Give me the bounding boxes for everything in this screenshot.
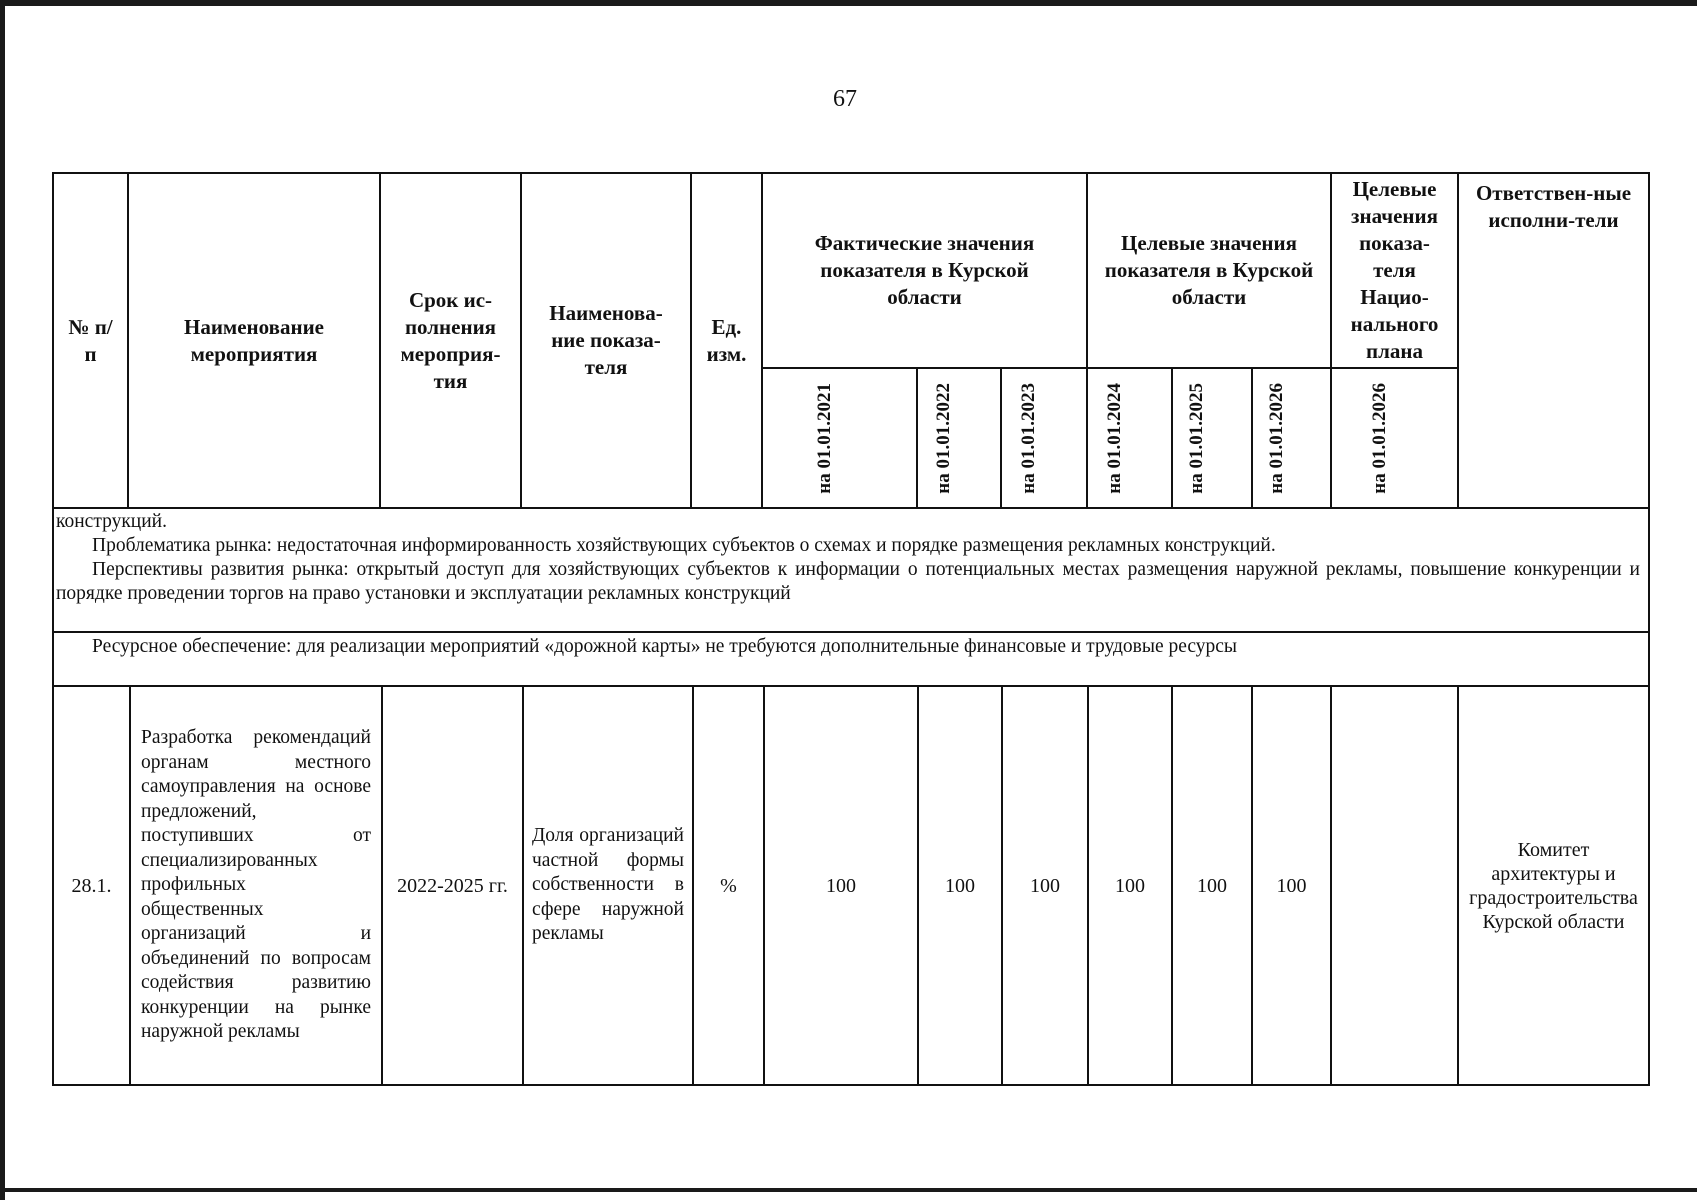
market-prospects-text: Перспективы развития рынка: открытый доступ для хозяйствующих субъектов к информации о потенциальных местах размещения наружной рекламы, повышение конкуренции и порядке проведении торгов на право установки и эксплуатации рекламных конструкций bbox=[56, 559, 1640, 604]
row-deadline-value: 2022-2025 гг. bbox=[397, 874, 508, 897]
value-2022: 100 bbox=[945, 874, 975, 897]
table-border-right bbox=[1648, 172, 1650, 1086]
header-date-2025-target bbox=[1173, 369, 1251, 507]
header-actual-group-label: Фактические значения показателя в Курской области bbox=[814, 231, 1035, 309]
header-bottom-border bbox=[52, 507, 1650, 509]
value-2026: 100 bbox=[1276, 874, 1307, 897]
header-national-group bbox=[1332, 174, 1457, 367]
value-2023: 100 bbox=[1030, 874, 1060, 897]
header-responsible bbox=[1459, 174, 1648, 507]
header-date-2026-target bbox=[1253, 369, 1330, 507]
header-unit bbox=[692, 174, 761, 507]
row-event-text: Разработка рекомендаций органам местного самоуправления на основе предложений, поступивших от специализированных профильных общественных организаций и объединений по вопросам содействия развитию конкуренции на рынке наружной рекламы bbox=[141, 727, 371, 1043]
header-deadline bbox=[381, 174, 520, 507]
row-value-2026 bbox=[1253, 687, 1330, 1084]
date-2026-target: на 01.01.2026 bbox=[1265, 382, 1287, 494]
row-national-value bbox=[1332, 687, 1457, 1084]
header-national-group-label: Целевые значения показа-теля Нацио-нального плана bbox=[1350, 177, 1439, 363]
row-value-2023 bbox=[1003, 687, 1087, 1084]
market-problems-text: Проблематика рынка: недостаточная информированность хозяйствующих субъектов о схемах и порядке размещения рекламных конструкций. bbox=[92, 535, 1276, 556]
header-target-group-label: Целевые значения показателя в Курской области bbox=[1104, 231, 1314, 309]
date-2023-actual: на 01.01.2023 bbox=[1018, 382, 1039, 494]
row-value-2024 bbox=[1089, 687, 1171, 1084]
row-unit bbox=[694, 687, 763, 1084]
header-actual-group bbox=[763, 174, 1086, 367]
date-2026-national: на 01.01.2026 bbox=[1368, 382, 1390, 494]
date-2025-target: на 01.01.2025 bbox=[1186, 382, 1207, 494]
market-description-band bbox=[56, 510, 1640, 606]
row-num-value: 28.1. bbox=[71, 874, 112, 897]
value-2024: 100 bbox=[1115, 874, 1145, 897]
row-event bbox=[131, 687, 381, 1084]
header-target-group bbox=[1088, 174, 1330, 367]
band-continuation-text: конструкций. bbox=[56, 511, 167, 532]
row-value-2022 bbox=[919, 687, 1001, 1084]
row-indicator-text: Доля организаций частной формы собственности в сфере наружной рекламы bbox=[532, 825, 684, 945]
header-indicator bbox=[522, 174, 690, 507]
header-num bbox=[54, 174, 127, 507]
header-event-name-label: Наименование мероприятия bbox=[184, 314, 324, 366]
header-event-name bbox=[129, 174, 379, 507]
header-responsible-label: Ответствен-ные исполни-тели bbox=[1475, 181, 1632, 232]
row-num bbox=[54, 687, 129, 1084]
resource-band bbox=[56, 633, 1640, 659]
header-date-2026-national bbox=[1332, 369, 1457, 507]
row-responsible bbox=[1459, 687, 1648, 1084]
header-date-2021-actual bbox=[763, 369, 916, 507]
header-date-2024-target bbox=[1088, 369, 1171, 507]
row-responsible-text: Комитет архитектуры и градостроительства Курской области bbox=[1469, 838, 1638, 933]
header-num-label: № п/п bbox=[68, 314, 113, 366]
date-2024-target: на 01.01.2024 bbox=[1103, 382, 1125, 494]
header-date-2023-actual bbox=[1002, 369, 1086, 507]
row-indicator bbox=[524, 687, 692, 1084]
row-deadline bbox=[383, 687, 522, 1084]
date-2022-actual: на 01.01.2022 bbox=[933, 382, 954, 494]
date-2021-actual: на 01.01.2021 bbox=[813, 382, 835, 494]
header-deadline-label: Срок ис-полнения мероприя-тия bbox=[400, 287, 501, 393]
value-2025: 100 bbox=[1197, 874, 1227, 897]
page-number: 67 bbox=[833, 86, 857, 112]
row-value-2021 bbox=[765, 687, 917, 1084]
row-unit-value: % bbox=[720, 874, 737, 897]
header-date-2022-actual bbox=[918, 369, 1000, 507]
value-2021: 100 bbox=[826, 874, 856, 897]
table-border-bottom bbox=[52, 1084, 1650, 1086]
row-value-2025 bbox=[1173, 687, 1251, 1084]
header-indicator-label: Наименова-ние показа-теля bbox=[549, 301, 663, 379]
header-unit-label: Ед. изм. bbox=[706, 314, 747, 366]
resource-support-text: Ресурсное обеспечение: для реализации мероприятий «дорожной карты» не требуются дополнительные финансовые и трудовые ресурсы bbox=[92, 636, 1238, 657]
